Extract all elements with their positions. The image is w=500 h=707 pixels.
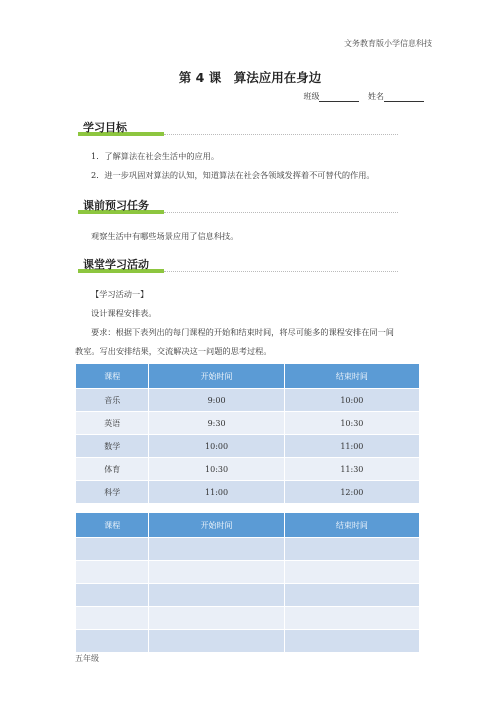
table-row xyxy=(76,630,420,653)
table-row xyxy=(76,412,420,435)
column-header: 课程 xyxy=(76,513,149,538)
answer-cell[interactable] xyxy=(284,584,419,607)
table-row xyxy=(76,389,420,412)
answer-cell[interactable] xyxy=(149,538,284,561)
answer-cell[interactable] xyxy=(284,607,419,630)
lesson-title: 第 4 课 算法应用在身边 xyxy=(178,70,322,85)
table-row xyxy=(76,584,420,607)
table-cell: 9:30 xyxy=(149,412,284,435)
table-cell: 9:00 xyxy=(149,389,284,412)
section-title: 课堂学习活动 xyxy=(83,258,149,271)
table-header-row xyxy=(76,364,420,389)
table-cell: 英语 xyxy=(76,412,149,435)
answer-cell[interactable] xyxy=(284,630,419,653)
section-divider xyxy=(164,212,398,213)
answer-cell[interactable] xyxy=(76,561,149,584)
table-cell: 科学 xyxy=(76,481,149,504)
table-cell: 体育 xyxy=(76,458,149,481)
answer-cell[interactable] xyxy=(149,630,284,653)
answer-cell[interactable] xyxy=(76,584,149,607)
table-row xyxy=(76,561,420,584)
table-cell: 10:30 xyxy=(149,458,284,481)
section-title: 课前预习任务 xyxy=(83,199,149,212)
answer-cell[interactable] xyxy=(284,538,419,561)
goal-item-2: 2．进一步巩固对算法的认知，知道算法在社会各领域发挥着不可替代的作用。 xyxy=(91,170,375,180)
answer-cell[interactable] xyxy=(76,538,149,561)
table-row xyxy=(76,538,420,561)
name-label: 姓名 xyxy=(368,92,384,101)
column-header: 开始时间 xyxy=(149,513,284,538)
table-row xyxy=(76,481,420,504)
section-goals-header xyxy=(78,120,398,138)
table-row xyxy=(76,435,420,458)
column-header: 结束时间 xyxy=(284,513,419,538)
answer-cell[interactable] xyxy=(149,561,284,584)
table-row xyxy=(76,607,420,630)
section-title: 学习目标 xyxy=(83,121,127,134)
activity-line-3: 教室。写出安排结果，交流解决这一问题的思考过程。 xyxy=(75,346,272,356)
section-preview-header xyxy=(78,198,398,216)
table-cell: 11:30 xyxy=(284,458,419,481)
answer-cell[interactable] xyxy=(76,630,149,653)
answer-cell[interactable] xyxy=(149,607,284,630)
table-cell: 10:30 xyxy=(284,412,419,435)
course-schedule-table xyxy=(75,363,420,504)
class-label: 班级 xyxy=(303,92,320,101)
table-cell: 12:00 xyxy=(284,481,419,504)
column-header: 课程 xyxy=(76,364,149,389)
answer-cell[interactable] xyxy=(149,584,284,607)
class-blank[interactable] xyxy=(319,92,359,102)
class-name-line xyxy=(303,91,424,102)
table-row xyxy=(76,458,420,481)
activity-line-1: 设计课程安排表。 xyxy=(91,308,157,318)
goal-item-1: 1．了解算法在社会生活中的应用。 xyxy=(91,151,220,161)
column-header: 开始时间 xyxy=(149,364,284,389)
publisher-header: 文务教育版小学信息科技 xyxy=(344,39,432,48)
table-cell: 11:00 xyxy=(149,481,284,504)
column-header: 结束时间 xyxy=(284,364,419,389)
table-header-row xyxy=(76,513,420,538)
table-cell: 数学 xyxy=(76,435,149,458)
table-cell: 音乐 xyxy=(76,389,149,412)
activity-subtitle: 【学习活动一】 xyxy=(91,289,149,299)
section-activity-header xyxy=(78,257,398,275)
grade-footer: 五年级 xyxy=(75,654,99,663)
name-blank[interactable] xyxy=(384,92,424,102)
answer-schedule-table xyxy=(75,512,420,653)
answer-cell[interactable] xyxy=(284,561,419,584)
section-divider xyxy=(164,134,398,135)
table-cell: 10:00 xyxy=(284,389,419,412)
table-cell: 10:00 xyxy=(149,435,284,458)
answer-cell[interactable] xyxy=(76,607,149,630)
preview-text: 观察生活中有哪些场景应用了信息科技。 xyxy=(91,231,239,241)
table-cell: 11:00 xyxy=(284,435,419,458)
activity-line-2: 要求：根据下表列出的每门课程的开始和结束时间，将尽可能多的课程安排在同一间 xyxy=(91,327,394,337)
section-divider xyxy=(164,271,398,272)
